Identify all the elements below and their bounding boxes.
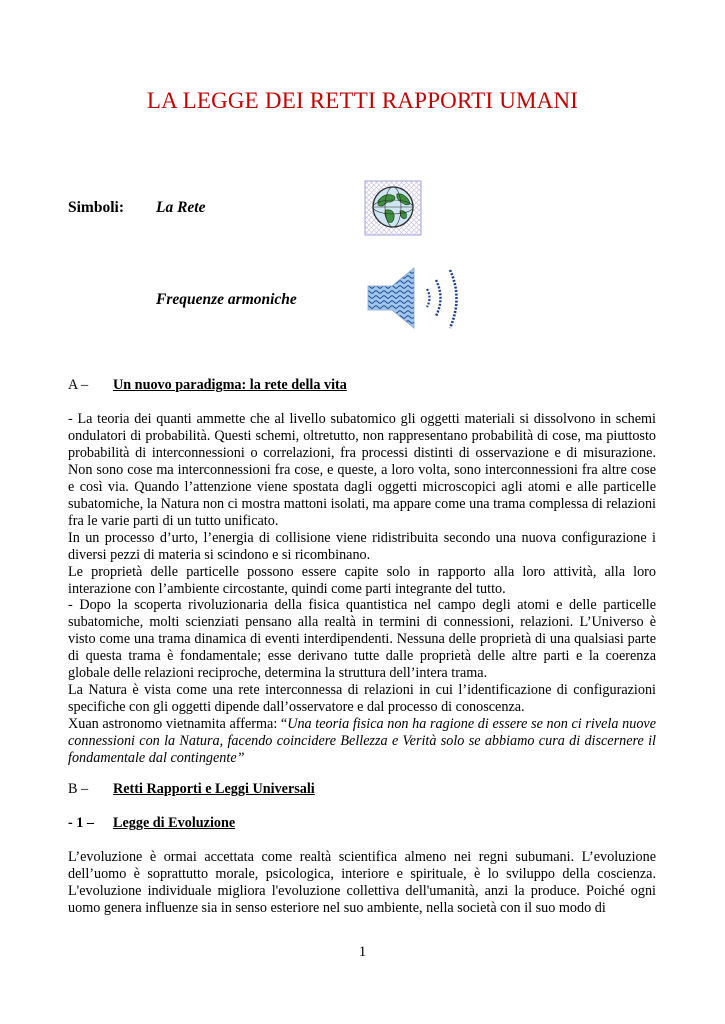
paragraph: Le proprietà delle particelle possono essere capite solo in rapporto alla loro attività, alla loro interazione con l’ambiente circostante, quindi come parti integrante del tutto. xyxy=(68,563,656,597)
paragraph: - Dopo la scoperta rivoluzionaria della fisica quantistica nel campo degli atomi e delle particelle subatomiche, molti scienziati pensano alla realtà in termini di connessioni, relazioni. L’Universo è visto come una trama dinamica di eventi interdipendenti. Nessuna delle proprietà di una qualsiasi parte di questa trama è fondamentale; esse derivano tutte dalle proprietà delle altre parti e la coerenza globale delle relazioni reciproche, determina la struttura dell’intera trama. xyxy=(68,597,656,682)
section-b1-title: Legge di Evoluzione xyxy=(113,815,236,831)
paragraph: La Natura è vista come una rete interconnessa di relazioni in cui l’identificazione di configurazioni specifiche con gli oggetti dipende dall’osservatore e dal processo di conoscenza. xyxy=(68,682,656,716)
quote-paragraph xyxy=(68,716,656,767)
sound-waves-icon xyxy=(366,264,470,334)
section-a-heading xyxy=(68,377,347,394)
paragraph: In un processo d’urto, l’energia di collisione viene ridistribuita secondo una nuova configurazione i diversi pezzi di materia si scindono e si ricombinano. xyxy=(68,529,656,563)
section-b-letter: B – xyxy=(68,781,89,797)
symbol-frequenze-armoniche: Frequenze armoniche xyxy=(156,291,297,308)
document-title: LA LEGGE DEI RETTI RAPPORTI UMANI xyxy=(146,88,579,113)
section-a-letter: A – xyxy=(68,377,89,393)
page-number: 1 xyxy=(358,944,367,960)
quote-text: Una teoria fisica non ha ragione di essere se non ci rivela nuove connessioni con la Natura, facendo coincidere Bellezza e Verità solo se abbiamo cura di discernere il fondamentale dal contingente” xyxy=(68,716,657,767)
section-b1-body xyxy=(68,849,656,917)
globe-net-icon xyxy=(364,180,422,236)
section-b-heading xyxy=(68,781,315,798)
symbols-label: Simboli: xyxy=(68,199,124,216)
section-b1-heading xyxy=(68,815,235,832)
section-a-body xyxy=(68,411,656,767)
section-b-title: Retti Rapporti e Leggi Universali xyxy=(113,781,315,797)
paragraph: - La teoria dei quanti ammette che al livello subatomico gli oggetti materiali si dissolvono in schemi ondulatori di probabilità. Questi schemi, oltretutto, non rappresentano probabilità di cose, ma piuttosto probabilità di interconnessioni o correlazioni, fra processi distinti di osservazione e di misurazione. Non sono cose ma interconnessioni fra cose, e queste, a loro volta, sono interconnessioni fra altre cose e così via. Quando l’attenzione viene spostata dagli oggetti microscopici agli atomi e alle particelle subatomiche, la Natura non ci mostra mattoni isolati, ma appare come una trama complessa di relazioni fra le varie parti di un tutto unificato. xyxy=(68,411,656,529)
symbol-la-rete: La Rete xyxy=(156,199,206,216)
quote-intro: Xuan astronomo vietnamita afferma: “ xyxy=(68,716,288,733)
section-b1-letter: - 1 – xyxy=(68,815,95,831)
section-a-title: Un nuovo paradigma: la rete della vita xyxy=(113,377,347,393)
paragraph: L’evoluzione è ormai accettata come realtà scientifica almeno nei regni subumani. L’evoluzione dell’uomo è soprattutto morale, psicologica, interiore e spirituale, è lo sviluppo della coscienza. L'evoluzione individuale migliora l'evoluzione collettiva dell'umanità, anzi la produce. Poiché ogni uomo genera influenze sia in senso esteriore nel suo ambiente, nella società con il suo modo di xyxy=(68,849,656,916)
